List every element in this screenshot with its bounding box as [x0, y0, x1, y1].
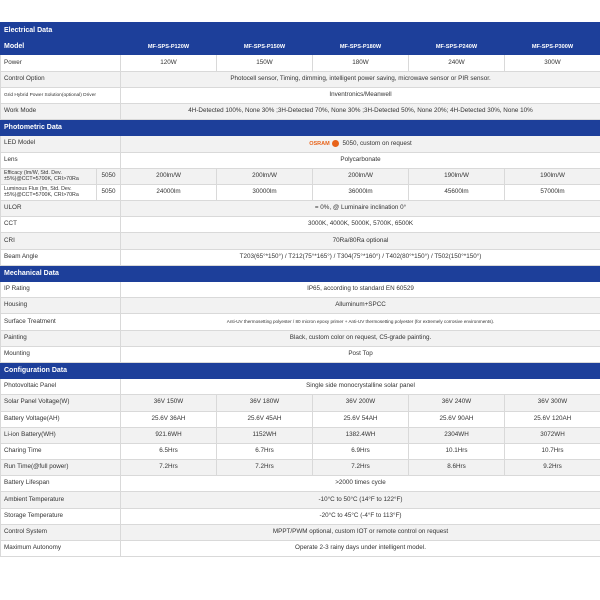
surface-treatment-row	[1, 314, 600, 330]
row-label: Solar Panel Voltage(W)	[1, 395, 121, 411]
section-photometric	[1, 120, 600, 136]
value-cell: Anti-UV thermosetting polyester / 80 micron epoxy primer + Anti-UV thermosetting polyester (for extremely corrosive environments).	[121, 314, 600, 330]
value-cell: 36V 240W	[409, 395, 505, 411]
section-configuration	[1, 362, 600, 378]
spec-sheet	[0, 22, 600, 557]
row-label: Power	[1, 55, 121, 71]
value-cell: Polycarbonate	[121, 152, 600, 168]
row-label: Efficacy (lm/W, Std. Dev. ±5%)@CCT=5700K, CRI>70Ra	[1, 168, 97, 184]
value-cell: 70Ra/80Ra optional	[121, 233, 600, 249]
value-cell: 6.9Hrs	[313, 443, 409, 459]
value-cell: Photocell sensor, Timing, dimming, intelligent power saving, microwave sensor or PIR sensor.	[121, 71, 600, 87]
chip-cell: 5050	[97, 184, 121, 200]
value-cell: 25.6V 45AH	[217, 411, 313, 427]
value-cell: 10.1Hrs	[409, 443, 505, 459]
value-cell: 190lm/W	[409, 168, 505, 184]
value-cell: 25.6V 54AH	[313, 411, 409, 427]
value-cell: Inventronics/Meanwell	[121, 87, 600, 103]
value-cell: 7.2Hrs	[121, 460, 217, 476]
efficacy-row	[1, 168, 600, 184]
value-cell: 45600lm	[409, 184, 505, 200]
row-label: Work Mode	[1, 103, 121, 119]
section-title: Mechanical Data	[1, 265, 600, 281]
value-cell: 6.5Hrs	[121, 443, 217, 459]
value-cell: 300W	[505, 55, 600, 71]
value-cell: 2304WH	[409, 427, 505, 443]
value-cell: 200lm/W	[121, 168, 217, 184]
value-cell: 180W	[313, 55, 409, 71]
value-cell: 240W	[409, 55, 505, 71]
row-label: CCT	[1, 217, 121, 233]
value-cell: 1382.4WH	[313, 427, 409, 443]
ip-rating-row	[1, 282, 600, 298]
panel-voltage-row	[1, 395, 600, 411]
value-cell: 9.2Hrs	[505, 460, 600, 476]
li-ion-row	[1, 427, 600, 443]
row-label: Lens	[1, 152, 121, 168]
value-cell: 7.2Hrs	[313, 460, 409, 476]
model-cell: MF-SPS-P120W	[121, 39, 217, 55]
value-cell: 25.6V 120AH	[505, 411, 600, 427]
cri-row	[1, 233, 600, 249]
row-label: CRI	[1, 233, 121, 249]
row-label: Li-ion Battery(WH)	[1, 427, 121, 443]
value-cell: 7.2Hrs	[217, 460, 313, 476]
value-cell: 4H-Detected 100%, None 30% ;3H-Detected 70%, None 30% ;3H-Detected 50%, None 20%; 4H-Detected 30%, None 10%	[121, 103, 600, 119]
value-cell: 1152WH	[217, 427, 313, 443]
section-title: Photometric Data	[1, 120, 600, 136]
value-cell: 25.6V 90AH	[409, 411, 505, 427]
row-label: Battery Voltage(AH)	[1, 411, 121, 427]
value-cell: >2000 times cycle	[121, 476, 600, 492]
value-cell: 10.7Hrs	[505, 443, 600, 459]
value-cell: Post Top	[121, 346, 600, 362]
value-cell	[121, 136, 600, 152]
beam-angle-row	[1, 249, 600, 265]
luminous-flux-row	[1, 184, 600, 200]
value-cell: Black, custom color on request, C5-grade painting.	[121, 330, 600, 346]
work-mode-row	[1, 103, 600, 119]
row-label: Model	[1, 39, 121, 55]
row-label: Housing	[1, 298, 121, 314]
pv-panel-row	[1, 379, 600, 395]
row-label: Painting	[1, 330, 121, 346]
value-cell: -10°C to 50°C (14°F to 122°F)	[121, 492, 600, 508]
value-cell: 200lm/W	[217, 168, 313, 184]
autonomy-row	[1, 541, 600, 557]
row-label: Run Time(@full power)	[1, 460, 121, 476]
section-mechanical	[1, 265, 600, 281]
value-cell: 120W	[121, 55, 217, 71]
value-cell: 36V 300W	[505, 395, 600, 411]
ambient-temp-row	[1, 492, 600, 508]
led-model-value: 5050, custom on request	[342, 140, 412, 148]
row-label: Charing Time	[1, 443, 121, 459]
spec-table	[0, 22, 600, 557]
value-cell: 36V 200W	[313, 395, 409, 411]
chip-cell: 5050	[97, 168, 121, 184]
value-cell: T203(65°*150°) / T212(75°*165°) / T304(75°*160°) / T402(80°*150°) / T502(150°*150°)	[121, 249, 600, 265]
control-option-row	[1, 71, 600, 87]
row-label: Luminous Flux (lm, Std. Dev. ±5%)@CCT=5700K, CRI>70Ra	[1, 184, 97, 200]
value-cell: 921.6WH	[121, 427, 217, 443]
value-cell: 36V 180W	[217, 395, 313, 411]
row-label: Control Option	[1, 71, 121, 87]
value-cell: Alluminum+SPCC	[121, 298, 600, 314]
value-cell: 8.6Hrs	[409, 460, 505, 476]
row-label: Grid Hybrid Power Solution(optional) Driver	[1, 87, 121, 103]
value-cell: 150W	[217, 55, 313, 71]
run-time-row	[1, 460, 600, 476]
row-label: Mounting	[1, 346, 121, 362]
value-cell: Single side monocrystalline solar panel	[121, 379, 600, 395]
cct-row	[1, 217, 600, 233]
section-title: Configuration Data	[1, 362, 600, 378]
driver-row	[1, 87, 600, 103]
value-cell: 6.7Hrs	[217, 443, 313, 459]
lens-row	[1, 152, 600, 168]
led-model-row	[1, 136, 600, 152]
section-title: Electrical Data	[1, 23, 600, 39]
value-cell: 36000lm	[313, 184, 409, 200]
storage-temp-row	[1, 508, 600, 524]
battery-lifespan-row	[1, 476, 600, 492]
model-cell: MF-SPS-P240W	[409, 39, 505, 55]
housing-row	[1, 298, 600, 314]
section-electrical	[1, 23, 600, 39]
painting-row	[1, 330, 600, 346]
power-row	[1, 55, 600, 71]
control-system-row	[1, 524, 600, 540]
row-label: Maximum Autonomy	[1, 541, 121, 557]
value-cell: 3000K, 4000K, 5000K, 5700K, 6500K	[121, 217, 600, 233]
value-cell: 36V 150W	[121, 395, 217, 411]
value-cell: Operate 2-3 rainy days under intelligent model.	[121, 541, 600, 557]
value-cell: 24000lm	[121, 184, 217, 200]
battery-voltage-row	[1, 411, 600, 427]
row-label: Beam Angle	[1, 249, 121, 265]
value-cell: 57000lm	[505, 184, 600, 200]
value-cell: 25.6V 36AH	[121, 411, 217, 427]
osram-logo-icon	[332, 140, 339, 147]
model-cell: MF-SPS-P180W	[313, 39, 409, 55]
row-label: Photovoltaic Panel	[1, 379, 121, 395]
value-cell: = 0%, @ Luminaire inclination 0°	[121, 201, 600, 217]
ulor-row	[1, 201, 600, 217]
row-label: IP Rating	[1, 282, 121, 298]
value-cell: MPPT/PWM optional, custom IOT or remote control on request	[121, 524, 600, 540]
row-label: Storage Temperature	[1, 508, 121, 524]
value-cell: 30000lm	[217, 184, 313, 200]
model-cell: MF-SPS-P150W	[217, 39, 313, 55]
row-label: Battery Lifespan	[1, 476, 121, 492]
row-label: LED Model	[1, 136, 121, 152]
row-label: ULOR	[1, 201, 121, 217]
osram-logo: OSRAM	[309, 141, 330, 148]
model-row	[1, 39, 600, 55]
mounting-row	[1, 346, 600, 362]
row-label: Surface Treatment	[1, 314, 121, 330]
charging-time-row	[1, 443, 600, 459]
value-cell: IP65, according to standard EN 60529	[121, 282, 600, 298]
value-cell: -20°C to 45°C (-4°F to 113°F)	[121, 508, 600, 524]
value-cell: 3072WH	[505, 427, 600, 443]
value-cell: 190lm/W	[505, 168, 600, 184]
row-label: Control System	[1, 524, 121, 540]
model-cell: MF-SPS-P300W	[505, 39, 600, 55]
value-cell: 200lm/W	[313, 168, 409, 184]
row-label: Ambient Temperature	[1, 492, 121, 508]
